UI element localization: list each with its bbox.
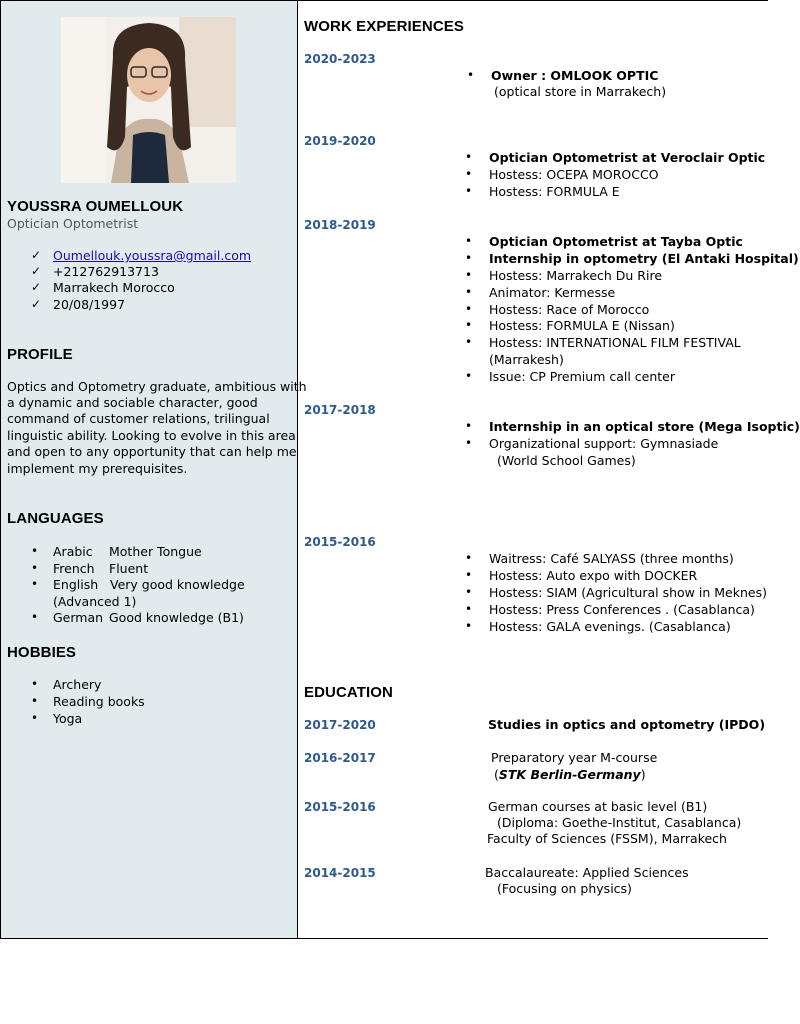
education-heading: EDUCATION <box>304 684 393 701</box>
work-item: Issue: CP Premium call center <box>489 369 676 384</box>
education-line: (Diploma: Goethe-Institut, Casablanca) <box>497 815 742 830</box>
bullet-icon: • <box>31 544 39 558</box>
language-name: French <box>53 561 95 576</box>
bullet-icon: • <box>465 285 473 299</box>
hobby-item: Archery <box>53 677 102 692</box>
profile-line: command of customer relations, trilingual <box>7 411 270 426</box>
work-item: Hostess: Race of Morocco <box>489 302 650 317</box>
profile-line: implement my prerequisites. <box>7 461 188 476</box>
profile-photo <box>61 17 236 183</box>
education-line: Studies in optics and optometry (IPDO) <box>488 717 766 732</box>
work-item: Hostess: FORMULA E (Nissan) <box>489 318 675 333</box>
languages-heading: LANGUAGES <box>7 510 104 527</box>
work-item: Optician Optometrist at Tayba Optic <box>489 234 743 249</box>
profile-line: linguistic ability. Looking to evolve in this area <box>7 428 296 443</box>
work-item: Hostess: SIAM (Agricultural show in Meknes) <box>489 585 767 600</box>
education-line-wrap: (STK Berlin-Germany) <box>494 767 646 782</box>
education-year: 2015-2016 <box>304 800 376 814</box>
bullet-icon: • <box>465 436 473 450</box>
work-item: Organizational support: Gymnasiade <box>489 436 719 451</box>
bullet-icon: • <box>467 68 475 82</box>
profile-heading: PROFILE <box>7 346 73 363</box>
work-item: Hostess: Auto expo with DOCKER <box>489 568 698 583</box>
bullet-icon: • <box>31 677 39 691</box>
bullet-icon: • <box>465 551 473 565</box>
work-item: (World School Games) <box>497 453 636 468</box>
education-year: 2016-2017 <box>304 751 376 765</box>
language-name: Arabic <box>53 544 93 559</box>
education-line: (Focusing on physics) <box>497 881 632 896</box>
profile-line: and open to any opportunity that can help me <box>7 444 297 459</box>
bullet-icon: • <box>465 184 473 198</box>
work-heading: WORK EXPERIENCES <box>304 18 464 35</box>
bullet-icon: • <box>465 251 473 265</box>
check-icon: ✓ <box>31 297 42 311</box>
education-year: 2014-2015 <box>304 866 376 880</box>
education-line: Preparatory year M-course <box>491 750 658 765</box>
bullet-icon: • <box>465 369 473 383</box>
bullet-icon: • <box>465 585 473 599</box>
bullet-icon: • <box>465 167 473 181</box>
education-year: 2017-2020 <box>304 718 376 732</box>
work-item: Hostess: Press Conferences . (Casablanca) <box>489 602 755 617</box>
job-title: Optician Optometrist <box>7 216 139 231</box>
check-icon: ✓ <box>31 280 42 294</box>
birthdate: 20/08/1997 <box>53 297 126 312</box>
hobbies-heading: HOBBIES <box>7 644 77 661</box>
language-extra: (Advanced 1) <box>53 594 137 609</box>
bullet-icon: • <box>465 619 473 633</box>
work-item: Internship in an optical store (Mega Isoptic) <box>489 419 800 434</box>
language-name: German <box>53 610 104 625</box>
bullet-icon: • <box>465 318 473 332</box>
work-year: 2019-2020 <box>304 134 376 148</box>
bullet-icon: • <box>465 268 473 282</box>
education-line: Baccalaureate: Applied Sciences <box>485 865 689 880</box>
bullet-icon: • <box>31 577 39 591</box>
hobby-item: Reading books <box>53 694 145 709</box>
education-line: Faculty of Sciences (FSSM), Marrakech <box>487 831 727 846</box>
work-item: Hostess: GALA evenings. (Casablanca) <box>489 619 731 634</box>
bullet-icon: • <box>465 419 473 433</box>
profile-photo-image <box>61 17 236 183</box>
work-item: (optical store in Marrakech) <box>494 84 667 99</box>
phone: +212762913713 <box>53 264 159 279</box>
profile-line: a dynamic and sociable character, good <box>7 395 258 410</box>
work-item: Animator: Kermesse <box>489 285 616 300</box>
work-item: Hostess: Marrakech Du Rire <box>489 268 663 283</box>
language-level: Good knowledge (B1) <box>109 610 244 625</box>
bullet-icon: • <box>465 335 473 349</box>
work-item: (Marrakesh) <box>489 352 564 367</box>
work-year: 2017-2018 <box>304 403 376 417</box>
work-item: Hostess: INTERNATIONAL FILM FESTIVAL <box>489 335 741 350</box>
check-icon: ✓ <box>31 264 42 278</box>
bullet-icon: • <box>465 302 473 316</box>
language-name: English <box>53 577 99 592</box>
work-item: Hostess: OCEPA MOROCCO <box>489 167 659 182</box>
bullet-icon: • <box>465 234 473 248</box>
education-line: STK Berlin-Germany <box>498 767 641 782</box>
work-year: 2015-2016 <box>304 535 376 549</box>
work-item: Optician Optometrist at Veroclair Optic <box>489 150 766 165</box>
bullet-icon: • <box>31 694 39 708</box>
work-item: Internship in optometry (El Antaki Hospital) <box>489 251 799 266</box>
location: Marrakech Morocco <box>53 280 175 295</box>
hobby-item: Yoga <box>53 711 83 726</box>
work-item: Owner : OMLOOK OPTIC <box>491 68 659 83</box>
bullet-icon: • <box>465 150 473 164</box>
education-line: German courses at basic level (B1) <box>488 799 708 814</box>
bullet-icon: • <box>31 711 39 725</box>
work-year: 2018-2019 <box>304 218 376 232</box>
bullet-icon: • <box>31 561 39 575</box>
bullet-icon: • <box>465 602 473 616</box>
language-level: Fluent <box>109 561 149 576</box>
person-name: YOUSSRA OUMELLOUK <box>7 198 184 215</box>
bullet-icon: • <box>31 610 39 624</box>
language-level: Mother Tongue <box>109 544 202 559</box>
profile-line: Optics and Optometry graduate, ambitious with <box>7 379 307 394</box>
bullet-icon: • <box>465 568 473 582</box>
work-item: Hostess: FORMULA E <box>489 184 620 199</box>
work-year: 2020-2023 <box>304 52 376 66</box>
email-link[interactable]: Oumellouk.youssra@gmail.com <box>53 248 252 263</box>
language-level: Very good knowledge <box>110 577 245 592</box>
check-icon: ✓ <box>31 248 42 262</box>
work-item: Waitress: Café SALYASS (three months) <box>489 551 734 566</box>
